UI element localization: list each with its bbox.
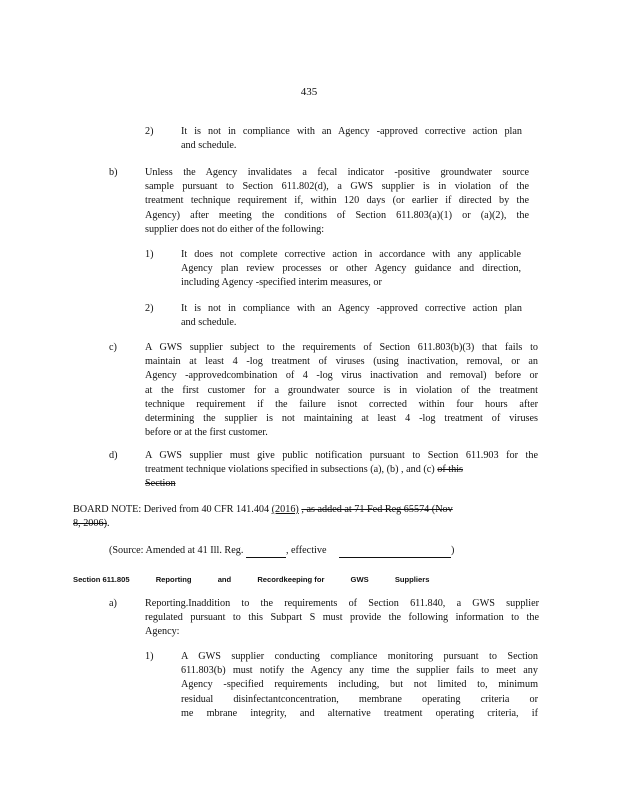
text-line: 611.803(b) must notify the Agency any time the supplier fails to meet any xyxy=(181,665,538,677)
text-line: and schedule. xyxy=(181,317,237,329)
text-segment: ) xyxy=(451,545,455,556)
item-label: 2) xyxy=(145,303,154,314)
text-line xyxy=(73,503,533,517)
text-line: Agency -approvedcombination of 4 -log virus inactivation and removal) before or xyxy=(145,370,538,382)
section-heading xyxy=(73,573,453,587)
text-segment: (Source: Amended at 41 Ill. Reg. xyxy=(109,545,244,556)
text-line: determining the supplier is not maintaining at least 4 -log treatment of viruses xyxy=(145,413,538,425)
item-text xyxy=(145,166,529,237)
text-line: It is not in compliance with an Agency -approved corrective action plan xyxy=(181,126,522,137)
item-text xyxy=(145,597,539,640)
item-label: 1) xyxy=(145,651,154,662)
text-line: Reporting.Inaddition to the requirements of Section 611.840, a GWS supplier xyxy=(145,598,539,609)
text-segment: BOARD NOTE: Derived from 40 CFR 141.404 xyxy=(73,504,270,515)
text-line: technique requirement if the failure isnot corrected within four hours after xyxy=(145,398,538,410)
text-line: Agency) after meeting the conditions of Section 611.803(a)(1) or (a)(2), the xyxy=(145,209,529,221)
text-line: It is not in compliance with an Agency -approved corrective action plan xyxy=(181,303,522,314)
text-segment: . xyxy=(106,518,110,530)
section-title-part: Suppliers xyxy=(394,575,430,584)
section-title-part: Reporting xyxy=(155,575,192,584)
text-line: residual disinfectantconcentration, membrane operating criteria or xyxy=(181,693,538,705)
text-line: treatment technique requirement if, within 120 days (or earlier if directed by the xyxy=(145,195,529,207)
text-line: me mbrane integrity, and alternative treatment operating criteria, if xyxy=(181,707,538,719)
item-label: c) xyxy=(109,342,117,353)
text-line: It does not complete corrective action in accordance with any applicable xyxy=(181,249,521,260)
text-line: Agency -specified requirements including, but not limited to, minimum xyxy=(181,679,538,691)
text-line: regulated pursuant to this Subpart S must provide the following information to the xyxy=(145,612,539,624)
item-text xyxy=(181,125,522,153)
page-number: 435 xyxy=(300,86,318,98)
inserted-text: (2016) xyxy=(271,504,299,515)
text-segment: treatment technique violations specified in subsections (a), (b) , and (c) xyxy=(145,464,435,476)
text-segment: , effective xyxy=(285,545,327,556)
text-line: A GWS supplier conducting compliance monitoring pursuant to Section xyxy=(181,651,538,662)
text-line: sample pursuant to Section 611.802(d), a GWS supplier is in violation of the xyxy=(145,181,529,193)
text-line: before or at the first customer. xyxy=(145,427,268,439)
blank-line xyxy=(246,546,286,558)
text-line: A GWS supplier subject to the requirements of Section 611.803(b)(3) that fails to xyxy=(145,342,538,353)
text-line: at the first customer for a groundwater source is in violation of the treatment xyxy=(145,384,538,396)
deleted-text: Section xyxy=(145,478,176,490)
text-line: Unless the Agency invalidates a fecal indicator -positive groundwater source xyxy=(145,167,529,178)
text-line: Agency plan review processes or other Agency guidance and direction, xyxy=(181,263,521,275)
item-text xyxy=(181,302,522,330)
item-text xyxy=(145,449,538,492)
board-note xyxy=(73,503,533,531)
deleted-text: of this xyxy=(437,464,463,476)
section-title-part: Recordkeeping for xyxy=(257,575,325,584)
blank-line xyxy=(339,546,451,558)
item-label: d) xyxy=(109,450,118,461)
item-text xyxy=(145,341,538,440)
text-line: Agency: xyxy=(145,626,180,638)
deleted-text: 8, 2006) xyxy=(73,518,107,530)
item-text xyxy=(181,650,538,721)
item-label: a) xyxy=(109,598,117,609)
text-line: and schedule. xyxy=(181,140,237,152)
section-number: Section 611.805 xyxy=(73,575,130,584)
section-title-part: GWS xyxy=(350,575,369,584)
item-label: 1) xyxy=(145,249,154,260)
item-label: 2) xyxy=(145,126,154,137)
source-note xyxy=(109,544,454,558)
item-text xyxy=(181,248,521,291)
text-line: supplier does not do either of the following: xyxy=(145,223,325,235)
text-line: A GWS supplier must give public notification pursuant to Section 611.903 for the xyxy=(145,450,538,461)
text-line xyxy=(145,477,538,491)
section-title-part: and xyxy=(217,575,232,584)
text-line xyxy=(145,463,538,477)
text-line: including Agency -specified interim measures, or xyxy=(181,277,382,289)
text-line xyxy=(73,517,533,531)
text-line: maintain at least 4 -log treatment of viruses (using inactivation, removal, or an xyxy=(145,356,538,368)
deleted-text: , as added at 71 Fed Reg 65574 (Nov xyxy=(301,504,453,515)
item-label: b) xyxy=(109,167,118,178)
